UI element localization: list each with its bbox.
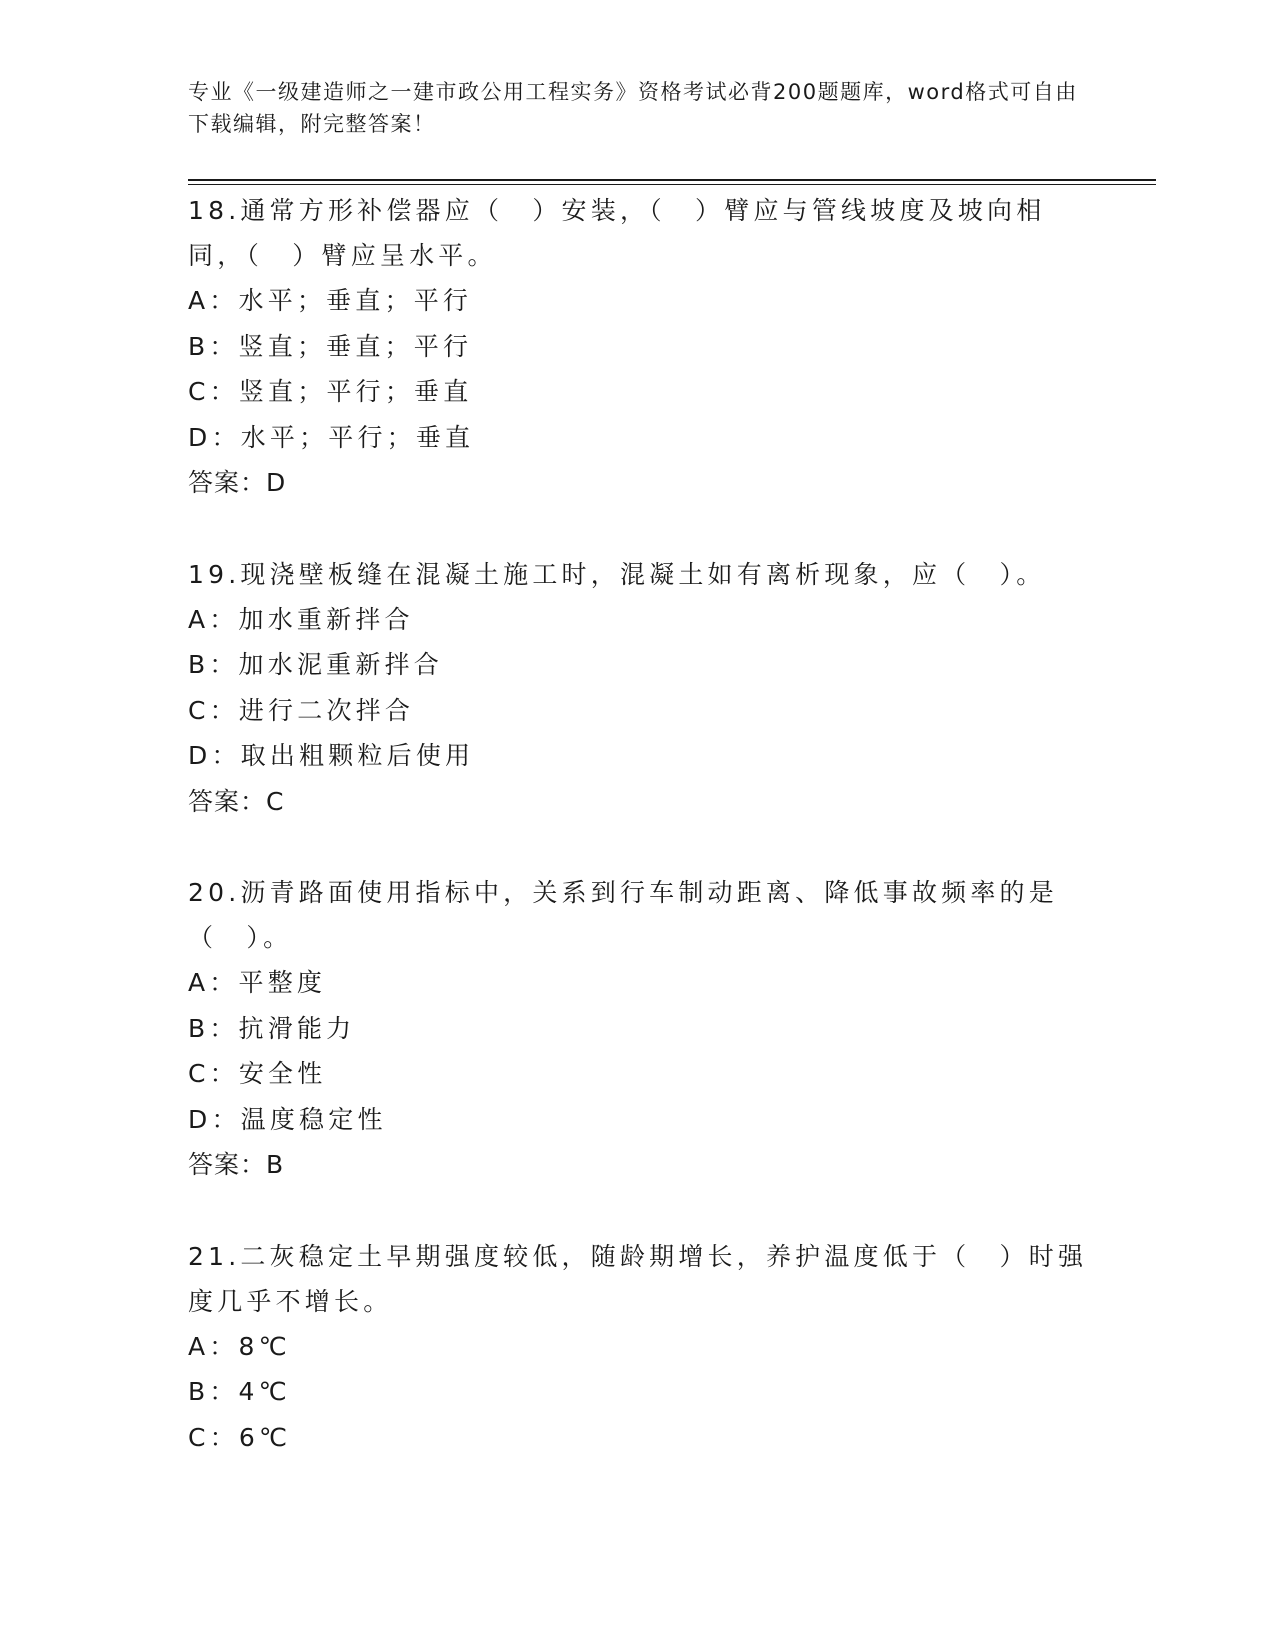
option-d: D：温度稳定性 [188, 1104, 387, 1134]
option-c: C：6℃ [188, 1422, 292, 1452]
question-spacer [188, 1188, 1088, 1234]
question-18 [188, 188, 1088, 506]
document-header: 专业《一级建造师之一建市政公用工程实务》资格考试必背200题题库，word格式可自由下载编辑，附完整答案！ [188, 80, 1078, 136]
question-text: 20.沥青路面使用指标中，关系到行车制动距离、降低事故频率的是（ ）。 [188, 878, 1058, 952]
question-text: 19.现浇壁板缝在混凝土施工时，混凝土如有离析现象，应（ ）。 [188, 559, 1046, 589]
question-list [188, 188, 1088, 1460]
question-19 [188, 552, 1088, 825]
question-spacer [188, 824, 1088, 870]
option-b: B：4℃ [188, 1377, 291, 1406]
question-text: 21.二灰稳定土早期强度较低，随龄期增长，养护温度低于（ ）时强度几乎不增长。 [188, 1241, 1088, 1316]
option-c: C：安全性 [188, 1059, 327, 1088]
option-c: C：竖直；平行；垂直 [188, 377, 473, 406]
option-a: A：平整度 [188, 968, 327, 997]
question-text: 18.通常方形补偿器应（ ）安装，（ ）臂应与管线坡度及坡向相同，（ ）臂应呈水平。 [188, 196, 1046, 270]
answer-line: 答案：C [188, 786, 285, 816]
option-a: A：8℃ [188, 1331, 291, 1361]
option-b: B：加水泥重新拌合 [188, 650, 443, 679]
header-divider-thick [188, 179, 1156, 181]
header-divider-thin [188, 184, 1156, 185]
answer-line: 答案：B [188, 1150, 285, 1179]
question-21 [188, 1234, 1088, 1461]
option-b: B：竖直；垂直；平行 [188, 331, 473, 361]
question-spacer [188, 506, 1088, 552]
question-20 [188, 870, 1088, 1188]
option-b: B：抗滑能力 [188, 1013, 356, 1043]
option-d: D：水平；平行；垂直 [188, 422, 475, 452]
option-d: D：取出粗颗粒后使用 [188, 741, 475, 770]
option-a: A：水平；垂直；平行 [188, 286, 473, 315]
answer-line: 答案：D [188, 468, 287, 497]
option-c: C：进行二次拌合 [188, 695, 415, 725]
option-a: A：加水重新拌合 [188, 604, 414, 634]
